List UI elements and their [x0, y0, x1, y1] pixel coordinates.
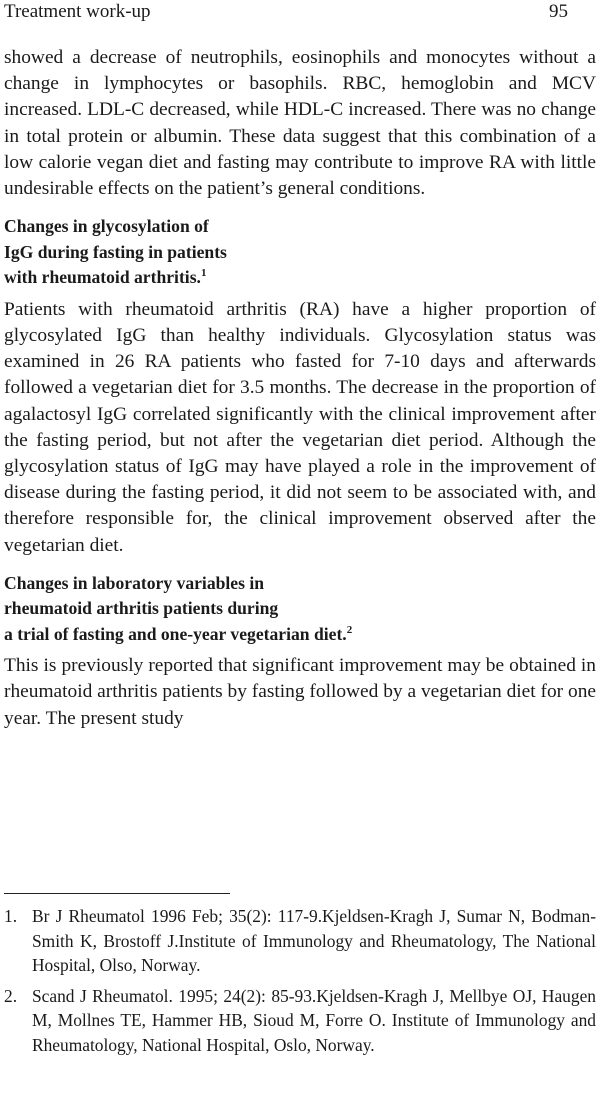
footnote-ref-1: 1	[200, 267, 207, 280]
footnotes	[4, 904, 596, 1064]
footnote-divider	[4, 893, 230, 894]
footnote-number: 1.	[4, 906, 18, 926]
footnote-2	[4, 984, 596, 1058]
body-paragraph-1: showed a decrease of neutrophils, eosinophils and monocytes without a change in lymphocytes or basophils. RBC, hemoglobin and MCV increased. LDL-C decreased, while HDL-C increased. There was no change in total protein or albumin. These data suggest that this combination of a low calorie vegan diet and fasting may contribute to improve RA with little undesirable effects on the patient’s general conditions.	[4, 47, 596, 200]
heading-line	[4, 622, 596, 648]
heading-line: Changes in laboratory variables in	[4, 572, 265, 593]
section-heading-laboratory-variables	[4, 571, 596, 648]
footnote-ref-2: 2	[346, 623, 353, 636]
body-paragraph-2: Patients with rheumatoid arthritis (RA) have a higher proportion of glycosylated IgG than healthy individuals. Glycosylation status was examined in 26 RA patients who fasted for 7-10 days and afterwards followed a vegetarian diet for 3.5 months. The decrease in the proportion of agalactosyl IgG correlated significantly with the clinical improvement after the fasting period, but not after the vegetarian diet period. Although the glycosylation status of IgG may have played a role in the improvement of disease during the fasting period, it did not seem to be associated with, and therefore responsible for, the clinical improvement observed after the vegetarian diet.	[4, 298, 596, 556]
heading-line-text: with rheumatoid arthritis.	[4, 267, 201, 288]
footnote-number: 2.	[4, 985, 18, 1006]
heading-line-text: a trial of fasting and one-year vegetarian diet.	[4, 623, 347, 644]
heading-line: Changes in glycosylation of	[4, 216, 209, 237]
heading-line: rheumatoid arthritis patients during	[4, 598, 279, 619]
page-body	[4, 45, 596, 732]
body-paragraph-3: This is previously reported that significant improvement may be obtained in rheumatoid arthritis patients by fasting followed by a vegetarian diet for one year. The present study	[4, 655, 596, 729]
footnote-text: Scand J Rheumatol. 1995; 24(2): 85-93.Kjeldsen-Kragh J, Mellbye OJ, Haugen M, Mollnes TE, Hammer HB, Sioud M, Forre O. Institute of Immunology and Rheumatology, National Hospital, Oslo, Norway.	[32, 985, 596, 1055]
page-number: 95	[549, 1, 568, 22]
running-head	[4, 0, 596, 26]
section-heading-glycosylation	[4, 214, 596, 291]
footnote-1	[4, 904, 596, 978]
running-title: Treatment work-up	[4, 1, 151, 22]
footnote-text: Br J Rheumatol 1996 Feb; 35(2): 117-9.Kjeldsen-Kragh J, Sumar N, Bodman-Smith K, Brostoff J.Institute of Immunology and Rheumatology, The National Hospital, Olso, Norway.	[32, 906, 596, 976]
heading-line: IgG during fasting in patients	[4, 241, 227, 262]
heading-line	[4, 265, 596, 291]
